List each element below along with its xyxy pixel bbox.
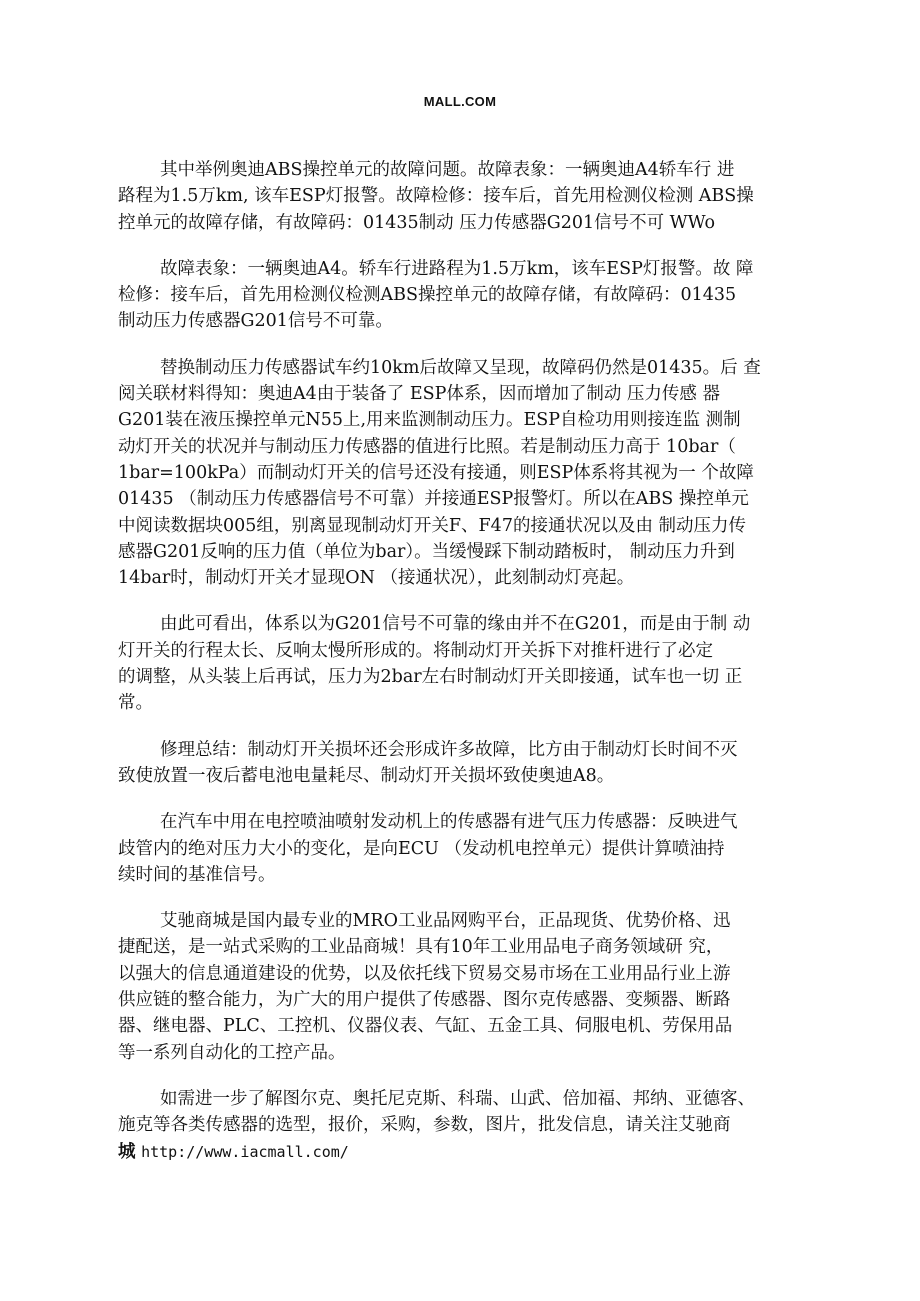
text-line: 修理总结：制动灯开关损坏还会形成许多故障，比方由于制动灯长时间不灭 [160,739,738,760]
text-line: 动灯开关的状况并与制动压力传感器的值进行比照。若是制动压力高于 10bar（ [118,436,736,457]
paragraph-repair-summary [118,737,808,790]
text-line-with-link [118,1139,808,1165]
text-line: 歧管内的绝对压力大小的变化，是向ECU （发动机电控单元）提供计算喷油持 [118,838,725,859]
paragraph-root-cause [118,611,808,716]
text-line: 施克等各类传感器的选型，报价，采购，参数，图片，批发信息，请关注艾驰商 [118,1115,731,1136]
paragraph-sensor-replacement [118,355,808,592]
text-line: 在汽车中用在电控喷油喷射发动机上的传感器有进气压力传感器：反映进气 [160,812,738,833]
text-line: 1bar=100kPa）而制动灯开关的信号还没有接通，则ESP体系将其视为一 个故障 [118,462,754,483]
document-body [118,157,808,1185]
text-line: 控单元的故障存储，有故障码：01435制动 压力传感器G201信号不可 WWo [118,212,715,233]
page-header: MALL.COM [423,94,497,109]
text-line: 常。 [118,693,153,714]
paragraph-fault-symptom [118,256,808,335]
paragraph-abs-fault-intro [118,157,808,236]
text-line: 致使放置一夜后蓄电池电量耗尽、制动灯开关损坏致使奥迪A8。 [118,765,615,786]
text-line: 以强大的信息通道建设的优势，以及依托线下贸易交易市场在工业用品行业上游 [118,963,731,984]
text-line: G201装在液压操控单元N55上,用来监测制动压力。ESP自检功用则接连监 测制 [118,410,741,431]
text-line: 捷配送，是一站式采购的工业品商城！具有10年工业用品电子商务领域研 究， [118,937,724,958]
text-line: 14bar时，制动灯开关才显现ON （接通状况），此刻制动灯亮起。 [118,568,635,589]
text-line: 中阅读数据块005组，别离显现制动灯开关F、F47的接通状况以及由 制动压力传 [118,515,747,536]
text-line: 其中举例奥迪ABS操控单元的故障问题。故障表象：一辆奥迪A4轿车行 进 [160,160,735,180]
paragraph-intake-pressure-sensor [118,809,808,888]
text-line: 感器G201反响的压力值（单位为bar）。当缓慢踩下制动踏板时， 制动压力升到 [118,541,735,562]
text-fragment: 城 [118,1141,136,1162]
text-line: 制动压力传感器G201信号不可靠。 [118,311,393,332]
text-line: 路程为1.5万km, 该车ESP灯报警。故障检修：接车后，首先用检测仪检测 ABS操 [118,186,754,207]
text-line: 等一系列自动化的工控产品。 [118,1042,346,1063]
text-line: 替换制动压力传感器试车约10km后故障又呈现，故障码仍然是01435。后 查 [160,357,761,378]
text-line: 器、继电器、PLC、工控机、仪器仪表、气缸、五金工具、伺服电机、劳保用品 [118,1016,733,1037]
text-line: 续时间的基准信号。 [118,864,276,885]
text-line: 艾驰商城是国内最专业的MRO工业品网购平台，正品现货、优势价格、迅 [160,911,731,932]
website-link[interactable]: http://www.iacmall.com/ [141,1142,349,1161]
text-line: 阅关联材料得知：奥迪A4由于装备了 ESP体系，因而增加了制动 压力传感 器 [118,384,720,405]
text-line: 由此可看出，体系以为G201信号不可靠的缘由并不在G201，而是由于制 动 [160,614,751,635]
paragraph-contact [118,1086,808,1165]
text-line: 的调整，从头装上后再试，压力为2bar左右时制动灯开关即接通，试车也一切 正 [118,667,743,688]
text-line: 检修：接车后，首先用检测仪检测ABS操控单元的故障存储，有故障码：01435 [118,285,737,306]
text-line: 如需进一步了解图尔克、奥托尼克斯、科瑞、山武、倍加福、邦纳、亚德客、 [160,1088,755,1109]
paragraph-mall-intro [118,908,808,1066]
text-line: 故障表象：一辆奥迪A4。轿车行进路程为1.5万km，该车ESP灯报警。故 障 [160,258,754,279]
text-line: 01435 （制动压力传感器信号不可靠）并接通ESP报警灯。所以在ABS 操控单元 [118,489,749,510]
text-line: 灯开关的行程太长、反响太慢所形成的。将制动灯开关拆下对推杆进行了必定 [118,640,713,661]
text-line: 供应链的整合能力，为广大的用户提供了传感器、图尔克传感器、变频器、断路 [118,990,731,1011]
